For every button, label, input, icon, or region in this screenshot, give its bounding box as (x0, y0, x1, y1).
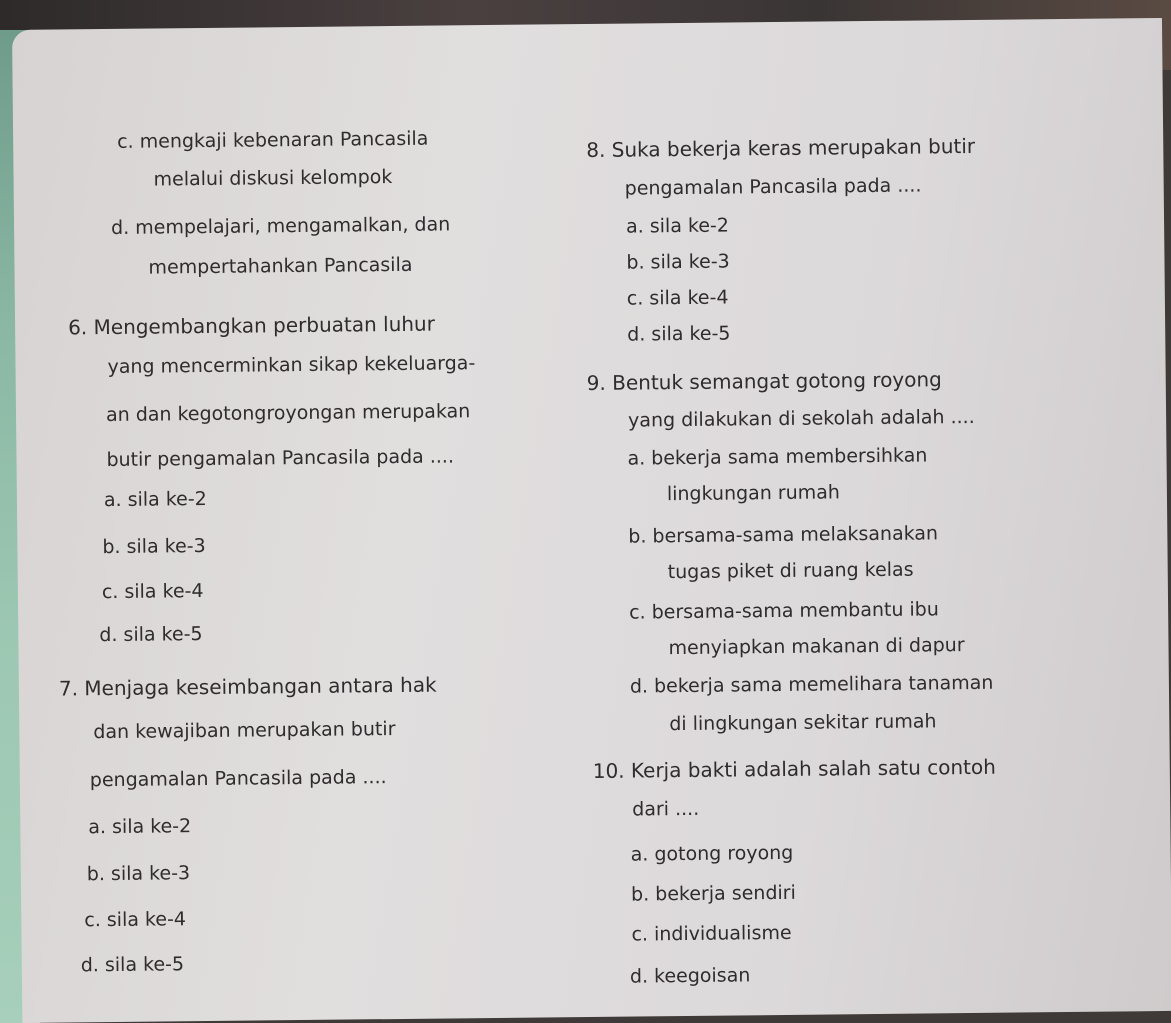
q9-option-a-line1: a. bekerja sama membersihkan (627, 444, 928, 470)
q6-text-line1: 6. Mengembangkan perbuatan luhur (67, 311, 436, 340)
q7-text-line1: 7. Menjaga keseimbangan antara hak (58, 672, 437, 701)
q5-option-c-line2: melalui diskusi kelompok (153, 166, 393, 191)
q7-option-d: d. sila ke-5 (80, 953, 185, 977)
q6-option-b: b. sila ke-3 (102, 535, 206, 559)
q9-option-d-line1: d. bekerja sama memelihara tanaman (629, 671, 994, 698)
q5-option-c-line1: c. mengkaji kebenaran Pancasila (117, 127, 429, 153)
q9-text-line2: yang dilakukan di sekolah adalah .... (628, 405, 975, 432)
q8-option-b: b. sila ke-3 (626, 250, 730, 274)
q8-option-a: a. sila ke-2 (625, 214, 730, 238)
q7-option-c: c. sila ke-4 (84, 908, 187, 932)
q7-option-a: a. sila ke-2 (88, 815, 192, 839)
q8-text-line1: 8. Suka bekerja keras merupakan butir (586, 133, 976, 162)
q10-text-line1: 10. Kerja bakti adalah salah satu contoh (592, 754, 996, 783)
q8-option-c: c. sila ke-4 (626, 286, 729, 310)
q9-option-b-line1: b. bersama-sama melaksanakan (628, 522, 939, 548)
q9-option-c-line2: menyiapkan makanan di dapur (668, 634, 965, 660)
q10-option-c: c. individualisme (631, 921, 792, 946)
q9-option-b-line2: tugas piket di ruang kelas (667, 558, 914, 584)
q6-text-line4: butir pengamalan Pancasila pada .... (106, 445, 455, 472)
q10-option-a: a. gotong royong (630, 841, 794, 866)
q9-option-d-line2: di lingkungan sekitar rumah (669, 710, 937, 736)
q10-text-line2: dari .... (632, 797, 700, 821)
q7-text-line3: pengamalan Pancasila pada .... (89, 766, 387, 792)
q6-option-a: a. sila ke-2 (103, 487, 207, 512)
q6-option-d: d. sila ke-5 (99, 623, 203, 647)
q5-option-d-line2: mempertahankan Pancasila (148, 253, 413, 279)
q9-option-a-line2: lingkungan rumah (666, 481, 841, 506)
q5-option-d-line1: d. mempelajari, mengamalkan, dan (110, 213, 451, 239)
q6-text-line2: yang mencerminkan sikap kekeluarga- (107, 352, 476, 379)
q9-option-c-line1: c. bersama-sama membantu ibu (629, 598, 939, 624)
q10-option-b: b. bekerja sendiri (630, 881, 796, 906)
q9-text-line1: 9. Bentuk semangat gotong royong (586, 367, 942, 396)
q7-option-b: b. sila ke-3 (86, 862, 191, 886)
q8-option-d: d. sila ke-5 (627, 322, 731, 346)
worksheet-page (12, 18, 1171, 1023)
q10-option-d: d. keegoisan (629, 964, 751, 988)
q6-text-line3: an dan kegotongroyongan merupakan (105, 400, 471, 427)
q6-option-c: c. sila ke-4 (101, 580, 204, 604)
q7-text-line2: dan kewajiban merupakan butir (93, 718, 396, 744)
q8-text-line2: pengamalan Pancasila pada .... (624, 174, 922, 200)
